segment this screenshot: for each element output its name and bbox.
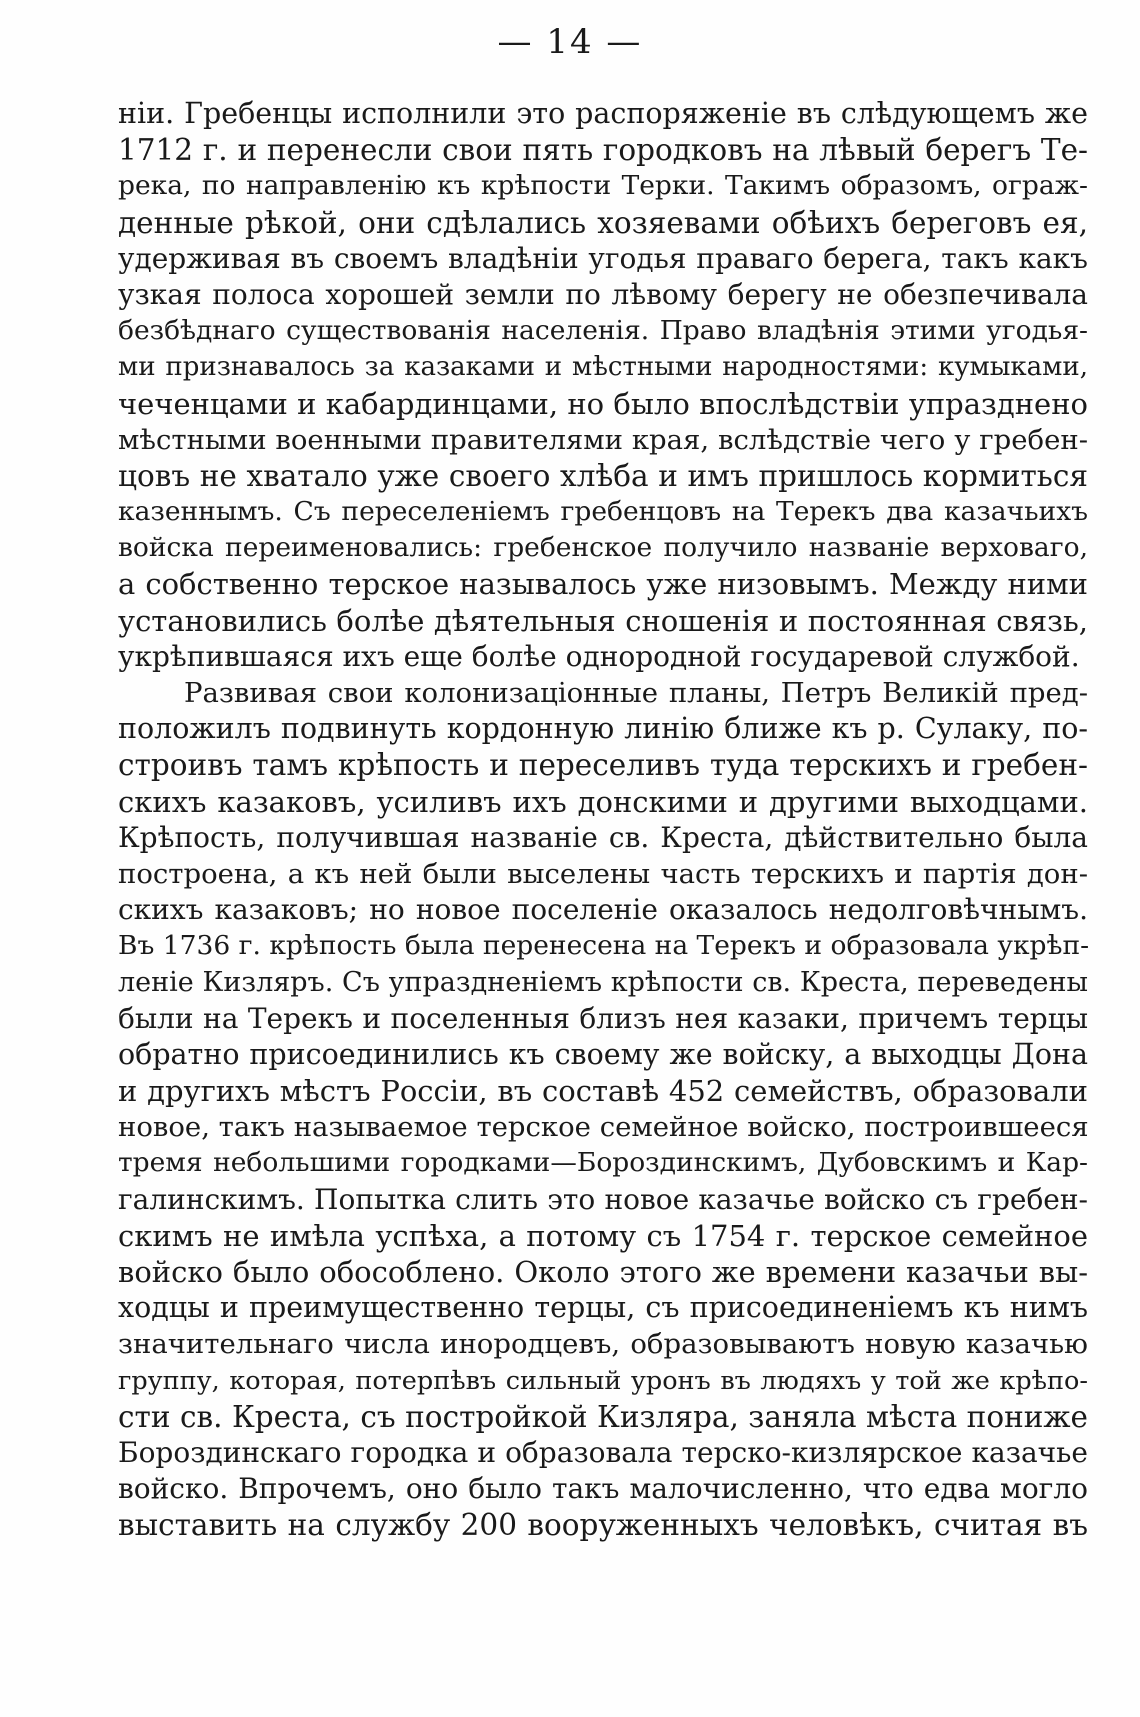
text-line: войска переименовались: гребенское получило названiе верховаго, — [118, 532, 1088, 564]
text-line: войско было обособлено. Около этого же времени казачьи вы- — [118, 1255, 1088, 1289]
text-line: Въ 1736 г. крѣпость была перенесена на Терекъ и образовала укрѣп- — [118, 930, 1090, 962]
text-line: сти св. Креста, съ постройкой Кизляра, заняла мѣста пониже — [118, 1399, 1088, 1434]
text-line: денные рѣкой, они сдѣлались хозяевами обѣихъ береговъ ея, — [118, 205, 1088, 240]
text-line: новое, такъ называемое терское семейное войско, построившееся — [118, 1111, 1089, 1144]
text-line: выставить на службу 200 вооруженныхъ человѣкъ, считая въ — [118, 1508, 1088, 1543]
text-line: чеченцами и кабардинцами, но было впослѣдствiи упразднено — [118, 386, 1088, 421]
text-line: строивъ тамъ крѣпость и переселивъ туда терскихъ и гребен- — [118, 748, 1088, 783]
body-text — [118, 96, 1088, 1544]
text-line: Крѣпость, получившая названiе св. Креста, дѣйствительно была — [118, 820, 1088, 854]
text-line: безбѣднаго существованiя населенiя. Право владѣнiя этими угодья- — [118, 315, 1088, 347]
text-line: тремя небольшими городками—Бороздинскимъ, Дубовскимъ и Кар- — [118, 1147, 1088, 1179]
text-line: установились болѣе дѣятельныя сношенiя и постоянная связь, — [118, 603, 1088, 638]
text-line-paragraph-start: Развивая свои колонизацiонные планы, Петръ Великiй пред- — [184, 677, 1088, 709]
text-line: положилъ подвинуть кордонную линiю ближе къ р. Сулаку, по- — [118, 712, 1088, 746]
text-line: казеннымъ. Съ переселенiемъ гребенцовъ на Терекъ два казачьихъ — [118, 496, 1088, 528]
text-line: ми признавалось за казаками и мѣстными народностями: кумыками, — [118, 352, 1088, 383]
text-line: Бороздинскаго городка и образовала терско-кизлярское казачье — [118, 1435, 1088, 1469]
text-line: ходцы и преимущественно терцы, съ присоединенiемъ къ нимъ — [118, 1291, 1088, 1325]
text-line: были на Терекъ и поселенныя близъ нея казаки, причемъ терцы — [118, 1001, 1088, 1035]
text-line: мѣстными военными правителями края, вслѣдствiе чего у гребен- — [118, 423, 1088, 456]
text-line: скихъ казаковъ, усиливъ ихъ донскими и другими выходцами. — [118, 784, 1088, 819]
text-line: нiи. Гребенцы исполнили это распоряженiе въ слѣдующемъ же — [118, 97, 1088, 130]
page-number: — 14 — — [497, 22, 643, 62]
text-line: и другихъ мѣстъ Россiи, въ составѣ 452 семействъ, образовали — [118, 1074, 1088, 1109]
text-line: цовъ не хватало уже своего хлѣба и имъ пришлось кормиться — [118, 458, 1088, 493]
text-line: скихъ казаковъ; но новое поселенiе оказалось недолговѣчнымъ. — [118, 893, 1088, 927]
text-line: 1712 г. и перенесли свои пять городковъ на лѣвый берегъ Те- — [118, 133, 1088, 168]
text-line: значительнаго числа инородцевъ, образовываютъ новую казачью — [118, 1328, 1088, 1361]
text-line: река, по направленiю къ крѣпости Терки. Такимъ образомъ, ограж- — [118, 170, 1088, 202]
text-line: войско. Впрочемъ, оно было такъ малочисленно, что едва могло — [118, 1472, 1088, 1506]
text-line: построена, а къ ней были выселены часть терскихъ и партiя дон- — [118, 857, 1088, 890]
text-line: галинскимъ. Попытка слить это новое казачье войско съ гребен- — [118, 1182, 1088, 1216]
text-line: узкая полоса хорошей земли по лѣвому берегу не обезпечивала — [118, 277, 1088, 311]
text-line: удерживая въ своемъ владѣнiи угодья праваго берега, такъ какъ — [118, 241, 1088, 275]
text-line: группу, которая, потерпѣвъ сильный уронъ въ людяхъ у той же крѣпо- — [118, 1365, 1088, 1396]
text-line: скимъ не имѣла успѣха, а потому съ 1754 г. терское семейное — [118, 1218, 1088, 1253]
text-line: ленiе Кизляръ. Съ упраздненiемъ крѣпости св. Креста, переведены — [118, 966, 1088, 998]
text-line: укрѣпившаяся ихъ еще болѣе однородной государевой службой. — [118, 639, 1080, 673]
text-line: обратно присоединились къ своему же войску, а выходцы Дона — [118, 1037, 1088, 1071]
text-line: а собственно терское называлось уже низовымъ. Между ними — [118, 567, 1088, 602]
